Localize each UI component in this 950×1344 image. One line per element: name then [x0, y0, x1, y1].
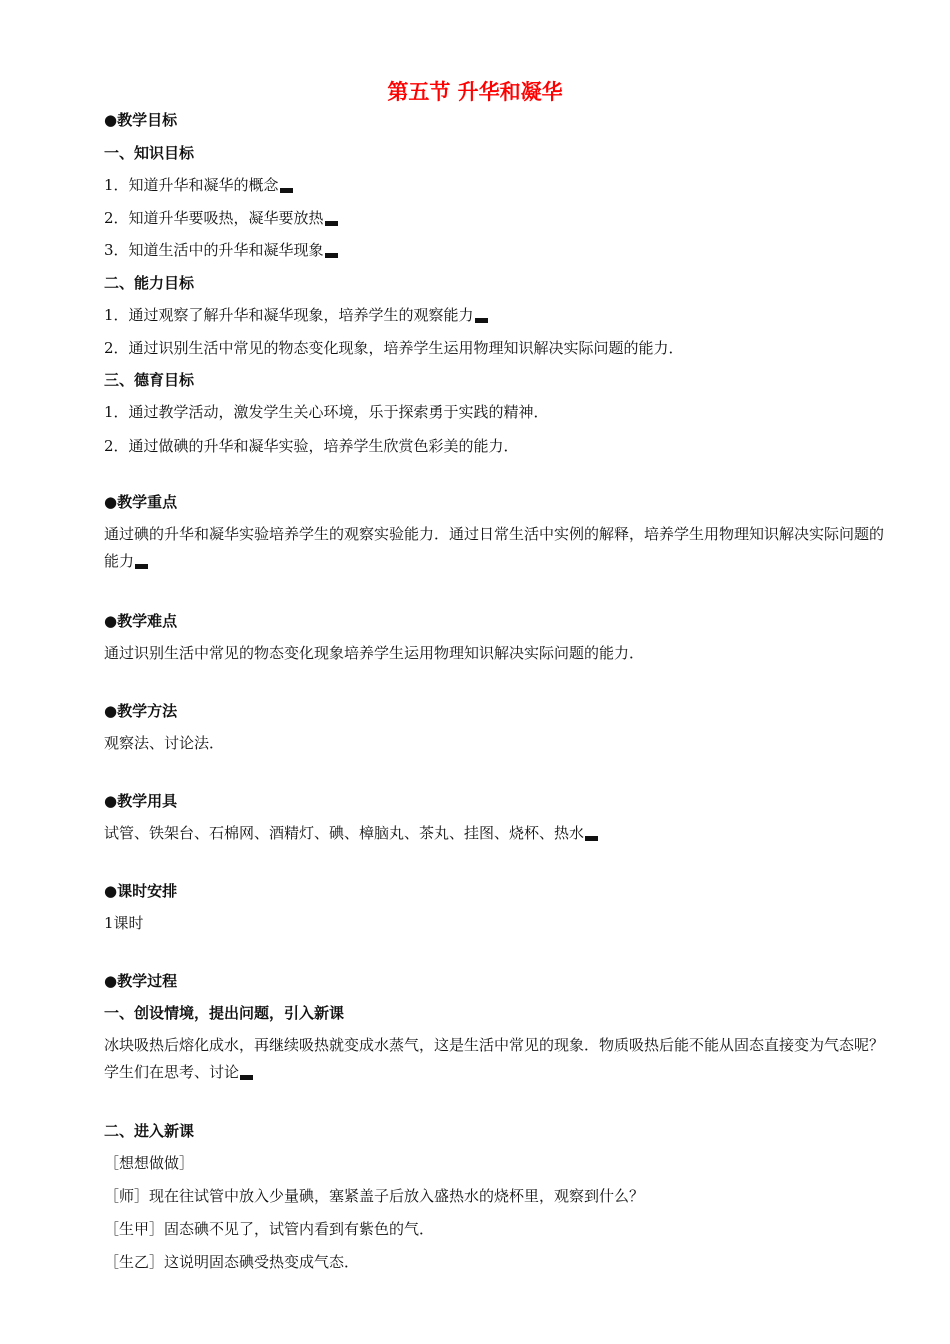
section-heading-key-points: ●教学重点 [104, 493, 178, 511]
method-text: 观察法、讨论法． [104, 734, 225, 752]
section-heading-method: ●教学方法 [104, 702, 178, 720]
dialogue-line: ［师］现在往试管中放入少量碘，塞紧盖子后放入盛热水的烧杯里，观察到什么？ [104, 1187, 645, 1205]
schedule-text: 1课时 [104, 914, 144, 932]
dialogue-line: ［生甲］固态碘不见了，试管内看到有紫色的气． [104, 1220, 435, 1238]
key-points-paragraph [104, 521, 884, 575]
list-item: 1．通过教学活动，激发学生关心环境，乐于探索勇于实践的精神． [104, 403, 549, 421]
section-heading-difficulty: ●教学难点 [104, 612, 178, 630]
edit-mark-icon [240, 1075, 253, 1080]
section-heading-schedule: ●课时安排 [104, 882, 178, 900]
edit-mark-icon [475, 318, 488, 323]
section-heading-tools: ●教学用具 [104, 792, 178, 810]
list-item-text: 2．知道升华要吸热，凝华要放热 [104, 209, 324, 227]
subheading-moral: 三、德育目标 [104, 371, 195, 389]
subheading-part2: 二、进入新课 [104, 1122, 195, 1140]
list-item [104, 175, 293, 195]
dialogue-line: ［生乙］这说明固态碘受热变成气态． [104, 1253, 360, 1271]
subheading-part1: 一、创设情境，提出问题，引入新课 [104, 1004, 345, 1022]
section-heading-process: ●教学过程 [104, 972, 178, 990]
subheading-ability: 二、能力目标 [104, 274, 195, 292]
list-item-text: 3．知道生活中的升华和凝华现象 [104, 241, 324, 259]
edit-mark-icon [280, 188, 293, 193]
part1-paragraph [104, 1032, 884, 1086]
edit-mark-icon [135, 564, 148, 569]
tools-text: 试管、铁架台、石棉网、酒精灯、碘、樟脑丸、茶丸、挂图、烧杯、热水 [104, 824, 585, 842]
tools-paragraph [104, 823, 598, 843]
edit-mark-icon [585, 836, 598, 841]
list-item: 2．通过识别生活中常见的物态变化现象，培养学生运用物理知识解决实际问题的能力． [104, 339, 684, 357]
page-title: 第五节 升华和凝华 [387, 80, 563, 104]
list-item [104, 208, 338, 228]
section-heading-goals: ●教学目标 [104, 111, 178, 129]
part1-text: 冰块吸热后熔化成水，再继续吸热就变成水蒸气，这是生活中常见的现象．物质吸热后能不能从固态直接变为气态呢？学生们在思考、讨论 [104, 1036, 885, 1081]
list-item-text: 1．知道升华和凝华的概念 [104, 176, 279, 194]
list-item [104, 240, 338, 260]
subheading-knowledge: 一、知识目标 [104, 144, 195, 162]
list-item-text: 1．通过观察了解升华和凝华现象，培养学生的观察能力 [104, 306, 474, 324]
list-item: 2．通过做碘的升华和凝华实验，培养学生欣赏色彩美的能力． [104, 437, 519, 455]
dialogue-line: ［想想做做］ [104, 1154, 195, 1172]
edit-mark-icon [325, 253, 338, 258]
list-item [104, 305, 488, 325]
difficulty-text: 通过识别生活中常见的物态变化现象培养学生运用物理知识解决实际问题的能力． [104, 644, 645, 662]
key-points-text: 通过碘的升华和凝华实验培养学生的观察实验能力．通过日常生活中实例的解释，培养学生用物理知识解决实际问题的能力 [104, 525, 885, 570]
edit-mark-icon [325, 221, 338, 226]
